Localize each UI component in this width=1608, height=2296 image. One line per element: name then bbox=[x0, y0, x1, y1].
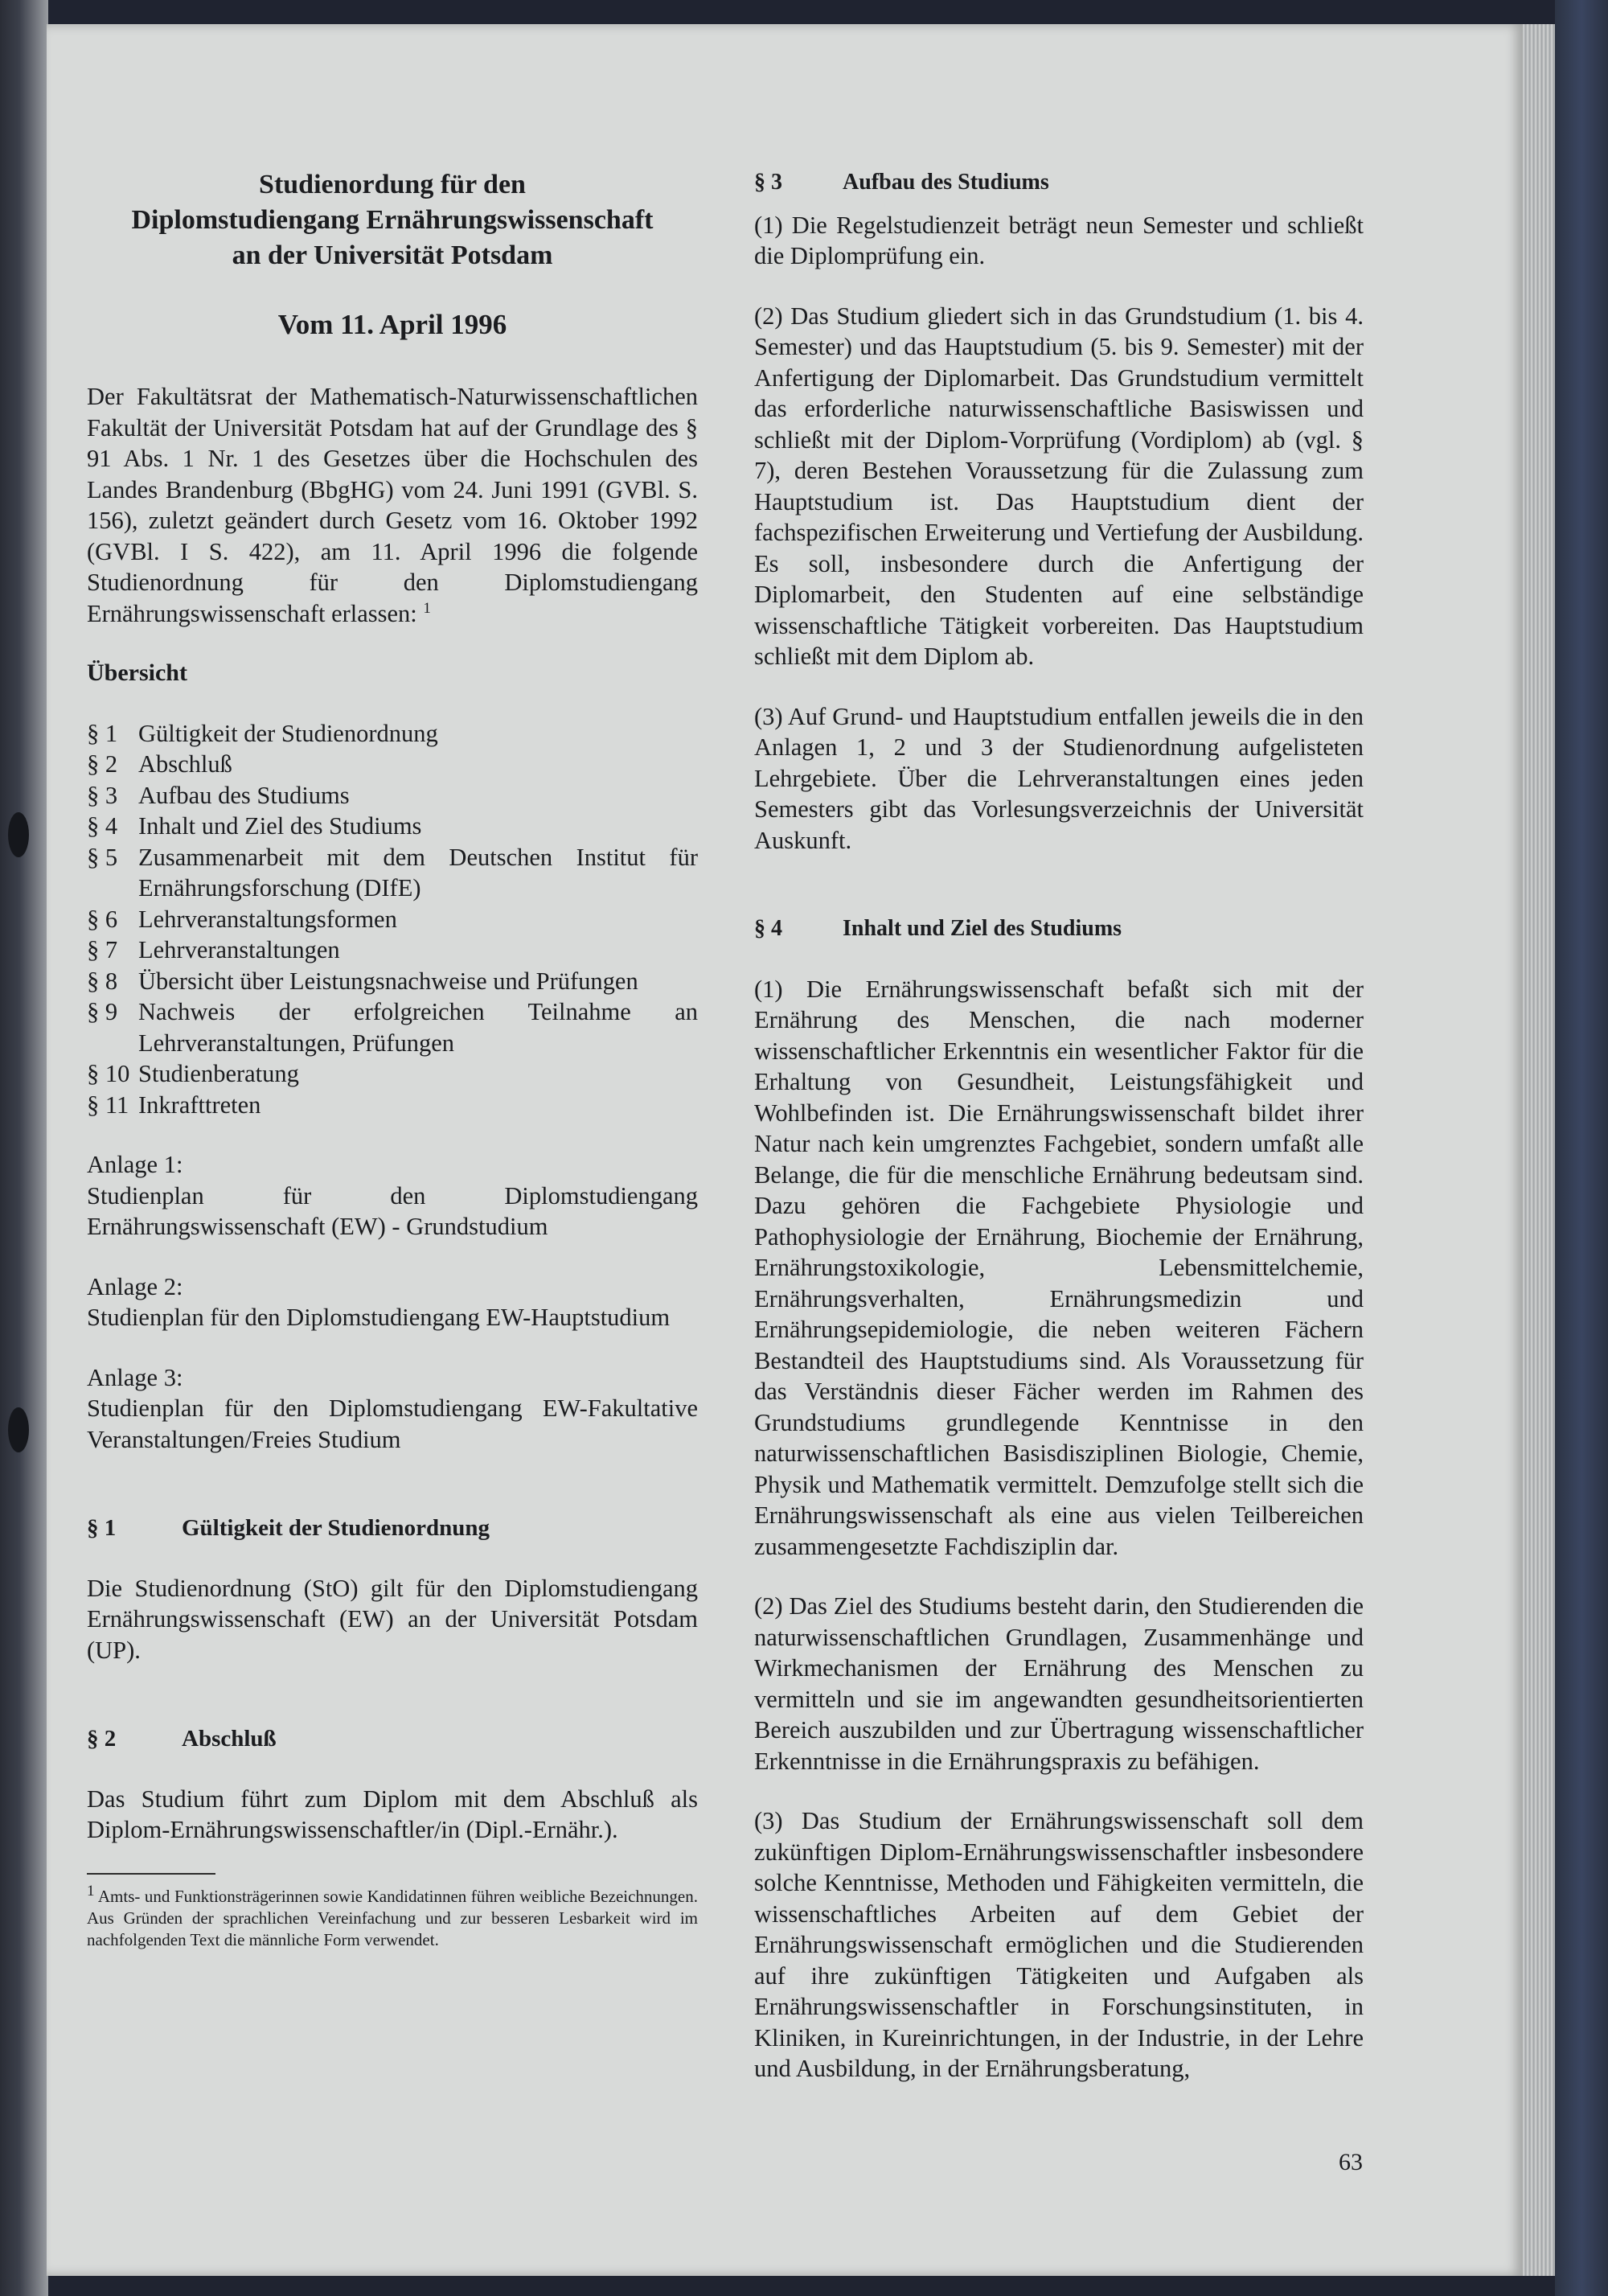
left-column bbox=[87, 167, 698, 1951]
toc-number: § 2 bbox=[87, 750, 118, 778]
toc-text: Lehrveranstaltungen bbox=[138, 936, 340, 963]
toc-text: Gültigkeit der Studienordnung bbox=[138, 719, 438, 747]
annex-text: Studienplan für den Diplomstudiengang EW-Hauptstudium bbox=[87, 1304, 671, 1331]
page-number: 63 bbox=[1339, 2149, 1363, 2175]
preamble-text: Der Fakultätsrat der Mathematisch-Naturwissenschaftlichen Fakultät der Universität Potsdam hat auf der Grundlage des § 91 Abs. 1 Nr. 1 des Gesetzes über die Hochschulen des Landes Brandenburg (BbgHG) vom 24. Juni 1991 (GVBl. S. 156), zuletzt geändert durch Gesetz vom 16. Oktober 1992 (GVBl. I S. 422), am 11. April 1996 die folgende Studienordnung für den Diplomstudiengang Ernährungswissenschaft erlassen: bbox=[87, 383, 698, 627]
toc-text: Nachweis der erfolgreichen Teilnahme an Lehrveranstaltungen, Prüfungen bbox=[138, 998, 698, 1057]
punch-hole bbox=[8, 812, 29, 857]
overview-heading: Übersicht bbox=[87, 659, 187, 686]
book-cover-edge bbox=[1555, 0, 1608, 2296]
toc-text: Übersicht über Leistungsnachweise und Prüfungen bbox=[138, 967, 638, 995]
toc-number: § 6 bbox=[87, 905, 118, 933]
footnote-text: Amts- und Funktionsträgerinnen sowie Kandidatinnen führen weibliche Bezeichnungen. Aus Gründen der sprachlichen Vereinfachung und zur besseren Lesbarkeit wird im nachfolgenden Text die männliche Form verwendet. bbox=[87, 1886, 698, 1949]
section-number: § 2 bbox=[87, 1726, 117, 1752]
section-3-paragraph-3: (3) Auf Grund- und Hauptstudium entfallen jeweils die in den Anlagen 1, 2 und 3 der Studienordnung aufgelisteten Lehrgebiete. Über die Lehrveranstaltungen eines jeden Semesters gibt das Vorlesungsverzeichnis der Universität Auskunft. bbox=[754, 702, 1364, 854]
toc-text: Aufbau des Studiums bbox=[138, 781, 350, 809]
toc-item bbox=[87, 966, 698, 997]
toc-text: Inkrafttreten bbox=[138, 1090, 261, 1119]
footnote-ref: 1 bbox=[423, 599, 431, 617]
annex-label: Anlage 2: bbox=[87, 1272, 183, 1300]
footnote bbox=[87, 1882, 698, 1951]
toc-number: § 9 bbox=[87, 998, 118, 1025]
footnote-rule bbox=[87, 1873, 215, 1875]
toc-item bbox=[87, 1090, 698, 1121]
section-number: § 4 bbox=[754, 916, 782, 941]
section-1-text: Die Studienordnung (StO) gilt für den Diplomstudiengang Ernährungswissenschaft (EW) an der Universität Potsdam (UP). bbox=[87, 1574, 698, 1664]
title-line-1: Studienordung für den bbox=[259, 170, 526, 199]
toc-item bbox=[87, 780, 698, 811]
right-column bbox=[754, 167, 1364, 2084]
section-2-text: Das Studium führt zum Diplom mit dem Abschluß als Diplom-Ernährungswissenschaftler/in (Dipl.-Ernähr.). bbox=[87, 1785, 698, 1843]
toc-text: Abschluß bbox=[138, 750, 232, 778]
annex-text: Studienplan für den Diplomstudiengang EW-Fakultative Veranstaltungen/Freies Studium bbox=[87, 1394, 698, 1453]
toc-text: Lehrveranstaltungsformen bbox=[138, 905, 397, 933]
preamble bbox=[87, 381, 698, 629]
toc-item bbox=[87, 996, 698, 1058]
toc-item bbox=[87, 811, 698, 842]
section-3-heading bbox=[754, 167, 1364, 199]
section-3-paragraph-2: (2) Das Studium gliedert sich in das Grundstudium (1. bis 4. Semester) und das Hauptstudium (5. bis 9. Semester) mit der Anfertigung der Diplomarbeit. Das Grundstudium vermittelt das erforderliche naturwissenschaftliche Basiswissen und schließt mit der Diplom-Vorprüfung (Vordiplom) ab (vgl. § 7), deren Bestehen Voraussetzung für die Zulassung zum Hauptstudium ist. Das Hauptstudium dient der fachspezifischen Erweiterung und Vertiefung der Ausbildung. Es soll, insbesondere durch die Anfertigung der Diplomarbeit, den Studenten auf eine selbständige wissenschaftliche Tätigkeit vorbereiten. Das Hauptstudium schließt mit dem Diplom ab. bbox=[754, 302, 1364, 670]
toc-item bbox=[87, 842, 698, 904]
toc-number: § 3 bbox=[87, 781, 118, 809]
document-date: Vom 11. April 1996 bbox=[277, 309, 507, 340]
punch-hole bbox=[8, 1407, 29, 1452]
section-title: Gültigkeit der Studienordnung bbox=[182, 1515, 490, 1541]
toc-item bbox=[87, 904, 698, 935]
toc-number: § 8 bbox=[87, 967, 118, 995]
toc-number: § 4 bbox=[87, 812, 118, 840]
toc-item bbox=[87, 934, 698, 966]
footnote-mark: 1 bbox=[87, 1882, 95, 1900]
scan-binding-edge bbox=[0, 0, 48, 2296]
annex-label: Anlage 1: bbox=[87, 1151, 183, 1178]
section-number: § 1 bbox=[87, 1515, 117, 1541]
section-4-heading bbox=[754, 914, 1364, 945]
section-1-heading bbox=[87, 1513, 698, 1544]
section-title: Aufbau des Studiums bbox=[843, 170, 1049, 195]
annex-text: Studienplan für den Diplomstudiengang Ernährungswissenschaft (EW) - Grundstudium bbox=[87, 1181, 698, 1240]
toc-number: § 10 bbox=[87, 1060, 130, 1087]
toc-item bbox=[87, 718, 698, 750]
section-title: Abschluß bbox=[182, 1726, 277, 1752]
toc-number: § 1 bbox=[87, 719, 118, 747]
annex-label: Anlage 3: bbox=[87, 1363, 183, 1391]
title-line-3: an der Universität Potsdam bbox=[232, 240, 553, 270]
section-3-paragraph-1: (1) Die Regelstudienzeit beträgt neun Semester und schließt die Diplomprüfung ein. bbox=[754, 211, 1364, 269]
toc-item bbox=[87, 1058, 698, 1090]
section-4-paragraph-2: (2) Das Ziel des Studiums besteht darin, den Studierenden die naturwissenschaftlichen Grundlagen, Zusammenhänge und Wirkmechanismen der Ernährung des Menschen zu vermitteln und sie im angewandten gesundheitsorientierten Bereich auszubilden und zur Übertragung wissenschaftlicher Erkenntnisse in die Ernährungspraxis zu befähigen. bbox=[754, 1592, 1364, 1775]
table-of-contents bbox=[87, 718, 698, 1121]
toc-text: Zusammenarbeit mit dem Deutschen Institut für Ernährungsforschung (DIfE) bbox=[138, 843, 698, 902]
toc-number: § 7 bbox=[87, 936, 118, 963]
section-title: Inhalt und Ziel des Studiums bbox=[843, 916, 1122, 941]
toc-text: Studienberatung bbox=[138, 1060, 299, 1087]
title-line-2: Diplomstudiengang Ernährungswissenschaft bbox=[131, 205, 654, 235]
section-4-paragraph-1: (1) Die Ernährungswissenschaft befaßt sich mit der Ernährung des Menschen, die nach moderner wissenschaftlicher Erkenntnis ein wesentlicher Faktor für die Erhaltung von Gesundheit, Leistungsfähigkeit und Wohlbefinden ist. Die Ernährungswissenschaft bildet ihrer Natur nach kein umgrenztes Fachgebiet, sondern umfaßt alle Belange, die für die menschliche Ernährung bedeutsam sind. Dazu gehören die Fachgebiete Physiologie und Pathophysiologie der Ernährung, Biochemie der Ernährung, Ernährungstoxikologie, Lebensmittelchemie, Ernährungsverhalten, Ernährungsmedizin und Ernährungsepidemiologie, die neben weiteren Fächern Bestandteil des Hauptstudiums sind. Als Voraussetzung für das Verständnis dieser Fächer werden im Rahmen des Grundstudiums grundlegende Kenntnisse in den naturwissenschaftlichen Basisdisziplinen Biologie, Chemie, Physik und Mathematik vermittelt. Demzufolge stellt sich die Ernährungswissenschaft als eine aus vielen Teilbereichen zusammengesetzte Fachdisziplin dar. bbox=[754, 975, 1364, 1560]
toc-number: § 5 bbox=[87, 843, 118, 871]
page-stack-edge bbox=[1523, 24, 1555, 2276]
section-2-heading bbox=[87, 1723, 698, 1755]
toc-number: § 11 bbox=[87, 1090, 129, 1119]
toc-text: Inhalt und Ziel des Studiums bbox=[138, 812, 422, 840]
toc-item bbox=[87, 749, 698, 780]
section-4-paragraph-3: (3) Das Studium der Ernährungswissenschaft soll dem zukünftigen Diplom-Ernährungswissenschaftler insbesondere solche Kenntnisse, Methoden und Fähigkeiten vermitteln, die wissenschaftliches Arbeiten auf dem Gebiet der Ernährungswissenschaft ermöglichen und die Studierenden auf ihre zukünftigen Tätigkeiten und Aufgaben als Ernährungswissenschaftler in Forschungsinstituten, in Kliniken, in Kureinrichtungen, in der Industrie, in der Lehre und Ausbildung, in der Ernährungsberatung, bbox=[754, 1807, 1364, 2082]
section-number: § 3 bbox=[754, 170, 782, 195]
